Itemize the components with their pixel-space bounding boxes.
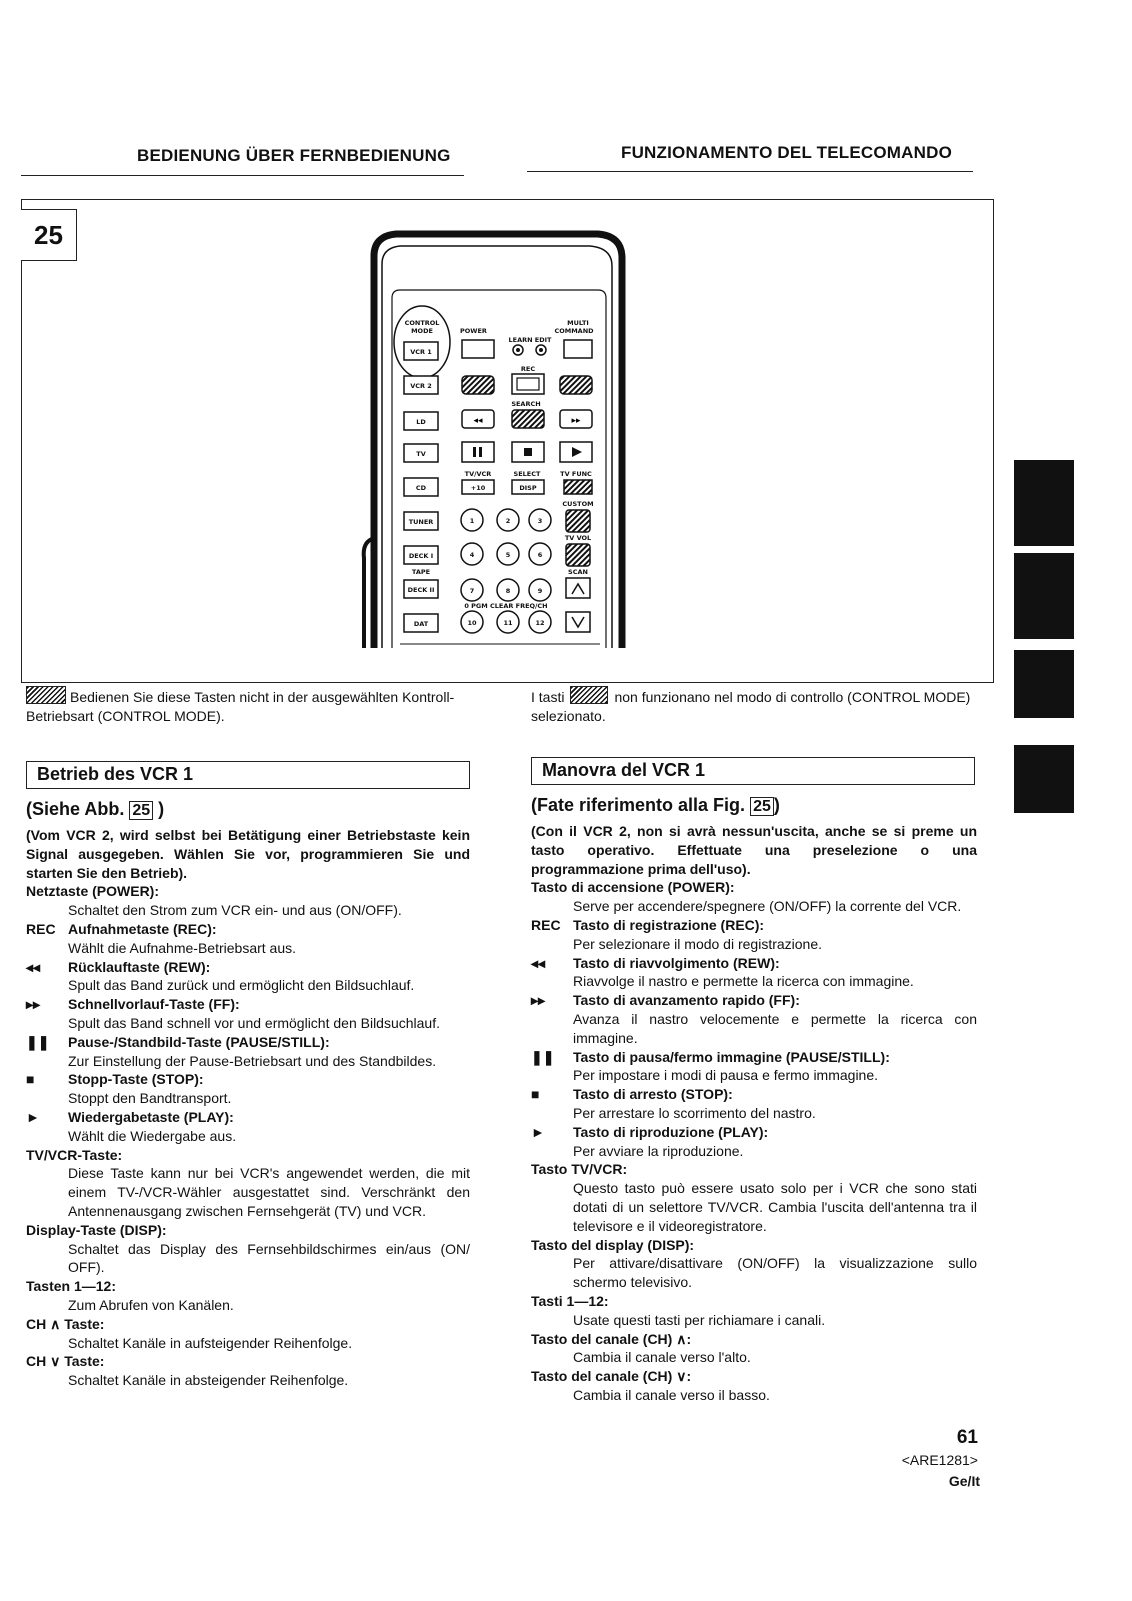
item-symbol: ► [26,1108,40,1125]
item-symbol: REC [26,920,56,937]
item-heading [531,878,977,897]
item-entry [26,1221,470,1277]
item-description: Wählt die Aufnahme-Betriebsart aus. [68,939,297,956]
item-title: CH ∧ Taste: [26,1315,105,1332]
item-title: Tasto del canale (CH) ∧: [531,1330,692,1347]
item-entry [26,1277,470,1315]
italian-item-list [531,878,977,1404]
item-description: Per attivare/disattivare (ON/OFF) la visualizzazione sullo schermo televisivo. [573,1255,977,1291]
side-tab-3 [1014,650,1074,718]
svg-text:6: 6 [537,551,543,559]
remote-control-illustration [360,228,630,652]
item-heading [26,1221,470,1240]
item-heading [26,1108,470,1127]
item-heading [531,1085,977,1104]
item-description: Schaltet Kanäle in aufsteigender Reihenfolge. [68,1334,353,1351]
svg-text:10: 10 [467,619,477,627]
label-select: SELECT [513,470,541,478]
item-title: Aufnahmetaste (REC): [68,920,217,937]
svg-text:9: 9 [537,587,543,595]
item-heading [26,1146,470,1165]
svg-text:TV: TV [416,450,426,458]
item-heading [26,882,470,901]
item-entry [26,995,470,1033]
item-heading [26,1277,470,1296]
item-description: Per selezionare il modo di registrazione. [573,935,823,952]
item-description: Wählt die Wiedergabe aus. [68,1127,237,1144]
source-buttons [404,342,438,632]
item-heading [26,1352,470,1371]
german-intro: (Vom VCR 2, wird selbst bei Betätigung einer Betriebstaste kein Signal ausgegeben. Wählen Sie vor, programmieren Sie und starten Sie den Betrieb). [26,827,470,881]
svg-text:TUNER: TUNER [408,518,434,526]
svg-text:◂◂: ◂◂ [473,416,483,426]
italian-see-fig: (Fate riferimento alla Fig. 25 ) [531,795,780,815]
item-symbol: ◂◂ [531,954,546,971]
item-heading [531,1160,977,1179]
svg-text:4: 4 [469,551,475,559]
hatched-key-icon [570,686,608,704]
doc-code: <ARE1281> [901,1452,978,1468]
label-power: POWER [460,327,487,335]
item-heading [531,1048,977,1067]
svg-text:11: 11 [503,619,513,627]
item-symbol: ► [531,1123,545,1140]
item-title: Tasto del canale (CH) ∨: [531,1368,692,1385]
item-heading [26,958,470,977]
item-heading [531,1236,977,1255]
note-german: Bedienen Sie diese Tasten nicht in der ausgewählten Kontroll-Betriebsart (CONTROL MODE). [26,686,476,726]
item-title: Tasto del display (DISP): [531,1236,695,1253]
label-tv-func: TV FUNC [560,470,592,478]
item-entry [531,1292,977,1330]
figure-number: 25 [21,209,77,261]
label-search: SEARCH [511,400,541,408]
item-description: Stoppt den Bandtransport. [68,1090,232,1107]
item-title: CH ∨ Taste: [26,1353,105,1370]
item-description: Serve per accendere/spegnere (ON/OFF) la corrente del VCR. [573,898,962,915]
svg-text:DECK I: DECK I [408,552,434,560]
item-heading [26,1033,470,1052]
item-title: Tasto di avanzamento rapido (FF): [573,992,800,1009]
item-entry [531,954,977,992]
item-heading [531,954,977,973]
svg-text:DISP: DISP [519,484,537,492]
svg-text:5: 5 [505,551,511,559]
item-entry [26,1352,470,1390]
page-number: 61 [956,1427,978,1448]
item-description: Spult das Band schnell vor und ermöglicht den Bildsuchlauf. [68,1014,440,1031]
item-description: Diese Taste kann nur bei VCR's angewendet werden, die mit einem TV-/VCR-Wähler ausgestattet sind. Verschränkt den Antennenausgang zwischen Fernsehgerät (TV) und VCR. [68,1165,470,1219]
item-symbol: ■ [26,1071,35,1088]
svg-text:7: 7 [469,587,475,595]
item-description: Spult das Band zurück und ermöglicht den Bildsuchlauf. [68,977,415,994]
section-title-italian: Manovra del VCR 1 [531,757,975,785]
section-title-german: Betrieb des VCR 1 [26,761,470,789]
svg-text:DECK II: DECK II [407,586,435,594]
item-title: Tasti 1—12: [531,1292,609,1309]
label-multi-command: COMMAND [554,327,594,335]
label-tvvcr: TV/VCR [464,470,492,478]
german-see-fig: (Siehe Abb. 25 ) [26,799,165,819]
item-heading [26,995,470,1014]
item-description: Per avviare la riproduzione. [573,1142,744,1159]
item-heading [26,1070,470,1089]
svg-text:LD: LD [416,418,426,426]
svg-text:8: 8 [505,587,511,595]
svg-text:VCR 2: VCR 2 [410,382,432,390]
svg-text:TAPE: TAPE [411,568,431,576]
item-title: Tasto TV/VCR: [531,1161,628,1178]
item-heading [531,991,977,1010]
svg-text:CD: CD [415,484,427,492]
item-title: TV/VCR-Taste: [26,1146,123,1163]
label-bottom-row: 0 PGM CLEAR FREQ/CH [464,602,548,610]
item-heading [531,1367,977,1386]
item-description: Zur Einstellung der Pause-Betriebsart und des Standbildes. [68,1052,437,1069]
side-tab-1 [1014,460,1074,546]
item-entry [26,1315,470,1353]
item-entry [26,920,470,958]
label-scan: SCAN [568,568,588,576]
header-right-rule [527,171,973,172]
note-italian: I tasti non funzionano nel modo di controllo (CONTROL MODE) selezionato. [531,686,975,726]
item-description: Per impostare i modi di pausa e fermo immagine. [573,1067,879,1084]
svg-text:3: 3 [537,517,543,525]
item-heading [26,920,470,939]
side-tab-2 [1014,553,1074,639]
item-title: Netztaste (POWER): [26,883,160,900]
item-entry [531,1236,977,1292]
item-entry [531,878,977,916]
german-item-list [26,882,470,1390]
item-title: Tasto di accensione (POWER): [531,879,735,896]
svg-text:1: 1 [469,517,475,525]
item-symbol: ■ [531,1086,540,1103]
item-description: Questo tasto può essere usato solo per i VCR che sono stati dotati di un selettore TV/VCR. Cambia l'uscita dell'antenna tra il televisore e il videoregistratore. [573,1180,977,1234]
item-description: Cambia il canale verso il basso. [573,1386,770,1403]
item-title: Stopp-Taste (STOP): [68,1071,204,1088]
item-title: Tasto di pausa/fermo immagine (PAUSE/STILL): [573,1048,890,1065]
svg-text:12: 12 [535,619,545,627]
svg-text:MULTI: MULTI [567,319,589,327]
item-title: Tasto di riproduzione (PLAY): [573,1123,769,1140]
svg-text:2: 2 [505,517,511,525]
item-heading [531,916,977,935]
item-entry [26,1033,470,1071]
item-entry [26,958,470,996]
item-entry [531,991,977,1047]
item-entry [531,1085,977,1123]
svg-text:+10: +10 [470,484,486,492]
italian-column [531,792,977,1405]
item-title: Schnellvorlauf-Taste (FF): [68,996,240,1013]
item-title: Tasten 1—12: [26,1278,116,1295]
item-entry [531,916,977,954]
language-code: Ge/It [948,1473,980,1489]
label-custom: CUSTOM [562,500,594,508]
label-tv-vol: TV VOL [564,534,592,542]
item-description: Per arrestare lo scorrimento del nastro. [573,1104,816,1121]
item-entry [531,1367,977,1405]
item-description: Schaltet das Display des Fernsehbildschirmes ein/aus (ON/ OFF). [68,1240,470,1276]
item-title: Display-Taste (DISP): [26,1221,167,1238]
item-heading [531,1292,977,1311]
item-symbol: REC [531,916,561,933]
item-symbol: ▸▸ [531,992,546,1009]
item-title: Wiedergabetaste (PLAY): [68,1108,234,1125]
item-title: Tasto di riavvolgimento (REW): [573,954,780,971]
item-entry [531,1123,977,1161]
item-heading [531,1123,977,1142]
item-title: Pause-/Standbild-Taste (PAUSE/STILL): [68,1033,330,1050]
item-title: Tasto di arresto (STOP): [573,1086,733,1103]
item-description: Zum Abrufen von Kanälen. [68,1296,234,1313]
item-symbol: ❚❚ [531,1048,555,1065]
german-column [26,796,470,1390]
item-entry [26,1146,470,1221]
hatched-key-icon [26,686,66,704]
item-entry [531,1330,977,1368]
item-title: Rücklauftaste (REW): [68,958,211,975]
header-left-title: BEDIENUNG ÜBER FERNBEDIENUNG [137,146,451,165]
item-heading [26,1315,470,1334]
label-mode: MODE [411,327,433,335]
item-entry [26,882,470,920]
item-entry [531,1048,977,1086]
item-description: Usate questi tasti per richiamare i canali. [573,1311,826,1328]
item-entry [26,1108,470,1146]
svg-text:DAT: DAT [413,620,429,628]
item-description: Schaltet Kanäle in absteigender Reihenfolge. [68,1372,349,1389]
label-learn-edit: LEARN EDIT [508,336,552,344]
italian-intro: (Con il VCR 2, non si avrà nessun'uscita, anche se si preme un tasto operativo. Effettuate una preselezione o una programmazione prima dell'uso). [531,823,977,877]
item-symbol: ▸▸ [26,996,41,1013]
label-rec: REC [520,365,536,373]
svg-text:VCR 1: VCR 1 [410,348,432,356]
side-tab-4 [1014,745,1074,813]
item-description: Avanza il nastro velocemente e permette la ricerca con immagine. [573,1010,977,1046]
header-right-title: FUNZIONAMENTO DEL TELECOMANDO [621,143,952,162]
label-control: CONTROL [404,319,440,327]
item-symbol: ❚❚ [26,1033,50,1050]
item-description: Schaltet den Strom zum VCR ein- und aus (ON/OFF). [68,902,402,919]
svg-text:▸▸: ▸▸ [571,416,581,426]
item-entry [531,1160,977,1235]
item-symbol: ◂◂ [26,958,41,975]
item-title: Tasto di registrazione (REC): [573,916,765,933]
item-entry [26,1070,470,1108]
header-left-rule [21,175,464,176]
item-heading [531,1330,977,1349]
item-description: Cambia il canale verso l'alto. [573,1349,751,1366]
item-description: Riavvolge il nastro e permette la ricerca con immagine. [573,973,914,990]
